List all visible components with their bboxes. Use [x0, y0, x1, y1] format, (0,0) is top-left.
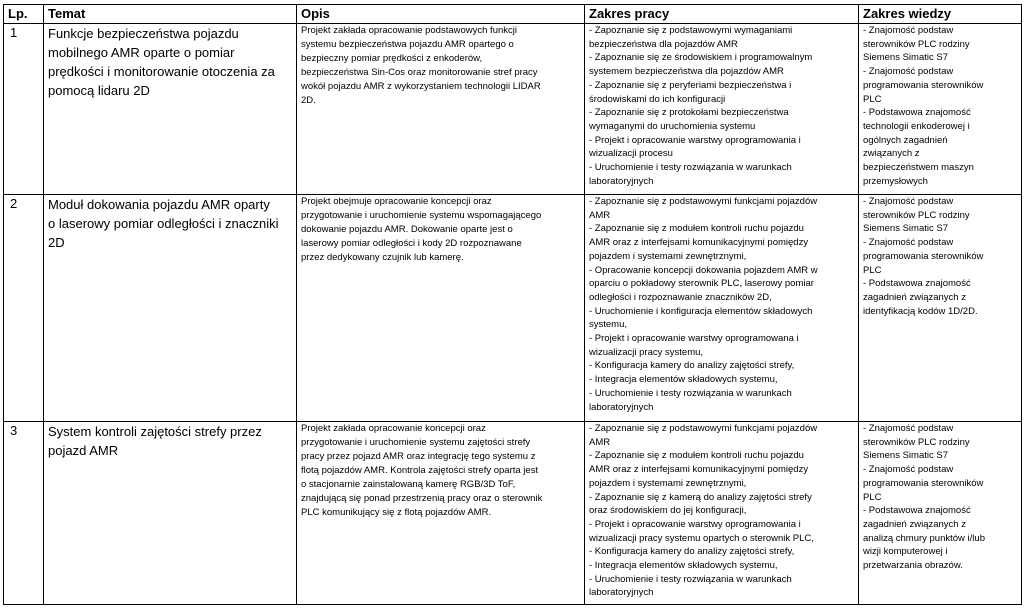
header-row [4, 5, 1022, 24]
cell-zakres-wiedzy-line: Siemens Simatic S7 [863, 223, 949, 235]
cell-temat-line: Funkcje bezpieczeństwa pojazdu [48, 26, 239, 41]
cell-zakres-pracy-line: - Zapoznanie się z peryferiami bezpieczeństwa i [589, 79, 792, 91]
cell-zakres-wiedzy-line: ogólnych zagadnień [863, 134, 948, 146]
cell-zakres-wiedzy-line: identyfikacją kodów 1D/2D. [863, 305, 978, 317]
cell-zakres-pracy-line: - Zapoznanie się z podstawowymi funkcjami pojazdów [589, 196, 818, 207]
cell-opis-line: systemu bezpieczeństwa pojazdu AMR opartego o [301, 39, 514, 50]
cell-opis-line: o stacjonarnie zainstalowaną kamerę RGB/3D ToF, [301, 479, 516, 490]
cell-opis-line: dokowanie pojazdu AMR. Dokowanie oparte jest o [301, 224, 513, 235]
cell-zakres-pracy-line: wymaganymi do uruchomienia systemu [589, 120, 756, 132]
cell-opis-line: PLC komunikujący się z flotą pojazdów AMR. [301, 507, 492, 518]
table-row [4, 422, 1022, 605]
cell-zakres-wiedzy-line: zagadnień związanych z [863, 518, 966, 530]
cell-zakres-pracy-line: systemem bezpieczeństwa dla pojazdów AMR [589, 66, 784, 78]
cell-zakres-wiedzy-line: wizji komputerowej i [863, 546, 948, 558]
cell-zakres-pracy-line: odległości i rozpoznawanie znaczników 2D, [589, 291, 772, 303]
cell-zakres-wiedzy-line: - Znajomość podstaw [863, 237, 954, 249]
cell-zakres-wiedzy-line: zagadnień związanych z [863, 291, 966, 303]
cell-zakres-wiedzy-line: PLC [863, 491, 882, 503]
cell-opis [297, 24, 585, 195]
cell-zakres-wiedzy [859, 24, 1022, 195]
cell-zakres-pracy-line: - Integracja elementów składowych systemu, [589, 374, 778, 386]
cell-zakres-wiedzy-line: - Znajomość podstaw [863, 423, 954, 434]
cell-zakres-pracy-line: - Uruchomienie i konfiguracja elementów składowych [589, 305, 813, 317]
cell-zakres-pracy-line: - Uruchomienie i testy rozwiązania w warunkach [589, 162, 792, 174]
cell-temat [44, 24, 297, 195]
cell-opis-line: laserowy pomiar odległości i kody 2D rozpoznawane [301, 238, 522, 249]
cell-zakres-wiedzy-line: Siemens Simatic S7 [863, 450, 949, 462]
cell-zakres-pracy-line: pojazdem i systemami zewnętrznymi, [589, 477, 747, 489]
cell-zakres-pracy-line: - Opracowanie koncepcji dokowania pojazdem AMR w [589, 264, 818, 276]
cell-zakres-pracy [585, 422, 859, 605]
cell-temat-line: pojazd AMR [48, 443, 119, 458]
cell-temat-line: System kontroli zajętości strefy przez [48, 424, 262, 439]
cell-zakres-pracy-line: - Zapoznanie się z podstawowymi funkcjami pojazdów [589, 423, 818, 434]
header-zakres-wiedzy: Zakres wiedzy [859, 5, 1022, 24]
cell-opis-line: przez dedykowany czujnik lub kamerę. [301, 252, 464, 263]
cell-opis [297, 422, 585, 605]
cell-opis-line: Projekt zakłada opracowanie koncepcji oraz [301, 423, 486, 434]
cell-zakres-wiedzy-line: sterowników PLC rodziny [863, 436, 970, 448]
cell-zakres-wiedzy-line: technologii enkoderowej i [863, 120, 970, 132]
cell-lp: 2 [4, 195, 44, 422]
cell-zakres-pracy-line: - Projekt i opracowanie warstwy oprogramowania i [589, 134, 801, 146]
cell-opis-line: bezpieczeństwa Sin-Cos oraz monitorowanie stref pracy [301, 67, 538, 78]
cell-zakres-pracy-line: wizualizacji pracy systemu, [589, 346, 704, 358]
cell-zakres-pracy-line: - Konfiguracja kamery do analizy zajętości strefy, [589, 360, 795, 372]
cell-zakres-wiedzy-line: przetwarzania obrazów. [863, 560, 963, 572]
cell-temat-line: mobilnego AMR oparte o pomiar [48, 45, 235, 60]
projects-table [3, 4, 1022, 605]
cell-opis-line: Projekt obejmuje opracowanie koncepcji oraz [301, 196, 492, 207]
cell-zakres-pracy-line: AMR [589, 436, 611, 448]
cell-zakres-wiedzy-line: - Podstawowa znajomość [863, 107, 971, 119]
cell-zakres-pracy-line: - Zapoznanie się ze środowiskiem i programowalnym [589, 52, 813, 64]
cell-zakres-wiedzy [859, 422, 1022, 605]
cell-lp: 3 [4, 422, 44, 605]
cell-zakres-pracy-line: - Projekt i opracowanie warstwy oprogramowania i [589, 518, 801, 530]
cell-zakres-wiedzy-line: - Znajomość podstaw [863, 196, 954, 207]
cell-zakres-wiedzy-line: związanych z [863, 148, 920, 160]
cell-temat-line: prędkości i monitorowanie otoczenia za [48, 64, 275, 79]
cell-zakres-wiedzy-line: sterowników PLC rodziny [863, 38, 970, 50]
cell-zakres-wiedzy-line: - Podstawowa znajomość [863, 505, 971, 517]
header-zakres-pracy: Zakres pracy [585, 5, 859, 24]
cell-zakres-pracy-line: - Konfiguracja kamery do analizy zajętości strefy, [589, 546, 795, 558]
cell-opis-line: przygotowanie i uruchomienie systemu zajętości strefy [301, 437, 531, 448]
cell-zakres-wiedzy-line: programowania sterowników [863, 477, 984, 489]
cell-zakres-pracy-line: pojazdem i systemami zewnętrznymi, [589, 250, 747, 262]
cell-zakres-wiedzy-line: PLC [863, 264, 882, 276]
cell-zakres-wiedzy-line: - Znajomość podstaw [863, 25, 954, 36]
cell-zakres-pracy-line: - Uruchomienie i testy rozwiązania w warunkach [589, 573, 792, 585]
cell-zakres-wiedzy-line: sterowników PLC rodziny [863, 209, 970, 221]
cell-opis-line: przygotowanie i uruchomienie systemu wspomagającego [301, 210, 542, 221]
cell-zakres-wiedzy-line: Siemens Simatic S7 [863, 52, 949, 64]
cell-zakres-pracy-line: wizualizacji procesu [589, 148, 673, 160]
cell-opis-line: pracy przez pojazd AMR oraz integrację tego systemu z [301, 451, 536, 462]
cell-zakres-pracy [585, 24, 859, 195]
cell-zakres-pracy-line: bezpieczeństwa dla pojazdów AMR [589, 38, 738, 50]
cell-opis-line: bezpieczny pomiar prędkości z enkoderów, [301, 53, 483, 64]
cell-zakres-pracy-line: wizualizacji pracy systemu opartych o sterownik PLC, [589, 532, 814, 544]
cell-opis-line: flotą pojazdów AMR. Kontrola zajętości strefy oparta jest [301, 465, 539, 476]
cell-zakres-pracy-line: AMR oraz z interfejsami komunikacyjnymi pomiędzy [589, 464, 809, 476]
cell-opis [297, 195, 585, 422]
cell-zakres-wiedzy-line: PLC [863, 93, 882, 105]
cell-zakres-pracy-line: AMR [589, 209, 611, 221]
table-row [4, 24, 1022, 195]
cell-zakres-pracy-line: - Projekt i opracowanie warstwy oprogramowana i [589, 333, 799, 345]
cell-lp: 1 [4, 24, 44, 195]
cell-zakres-pracy [585, 195, 859, 422]
cell-zakres-wiedzy-line: przemysłowych [863, 175, 928, 187]
cell-temat-line: 2D [48, 235, 65, 250]
cell-zakres-pracy-line: - Zapoznanie się z modułem kontroli ruchu pojazdu [589, 223, 804, 235]
cell-zakres-pracy-line: systemu, [589, 319, 628, 331]
cell-zakres-pracy-line: - Integracja elementów składowych systemu, [589, 560, 778, 572]
cell-opis-line: znajdującą się ponad przestrzenią pracy oraz o sterownik [301, 493, 543, 504]
cell-zakres-pracy-line: oraz środowiskiem do jej konfiguracji, [589, 505, 747, 517]
cell-zakres-pracy-line: laboratoryjnych [589, 587, 654, 599]
cell-zakres-pracy-line: - Zapoznanie się z kamerą do analizy zajętości strefy [589, 491, 812, 503]
cell-zakres-wiedzy-line: programowania sterowników [863, 250, 984, 262]
cell-zakres-pracy-line: - Zapoznanie się z podstawowymi wymaganiami [589, 25, 793, 36]
cell-zakres-wiedzy-line: analizą chmury punktów i/lub [863, 532, 985, 544]
cell-zakres-pracy-line: - Zapoznanie się z protokołami bezpieczeństwa [589, 107, 789, 119]
cell-zakres-pracy-line: środowiskami do ich konfiguracji [589, 93, 726, 105]
cell-zakres-pracy-line: - Zapoznanie się z modułem kontroli ruchu pojazdu [589, 450, 804, 462]
header-lp: Lp. [4, 5, 44, 24]
cell-opis-line: wokół pojazdu AMR z wykorzystaniem technologii LIDAR [301, 81, 541, 92]
cell-zakres-pracy-line: laboratoryjnych [589, 175, 654, 187]
cell-zakres-pracy-line: laboratoryjnych [589, 401, 654, 413]
cell-zakres-wiedzy [859, 195, 1022, 422]
cell-zakres-wiedzy-line: - Znajomość podstaw [863, 66, 954, 78]
cell-zakres-pracy-line: oparciu o pokładowy sterownik PLC, laserowy pomiar [589, 278, 814, 290]
table-row [4, 195, 1022, 422]
cell-temat-line: Moduł dokowania pojazdu AMR oparty [48, 197, 270, 212]
cell-temat [44, 422, 297, 605]
cell-temat [44, 195, 297, 422]
cell-opis-line: 2D. [301, 95, 316, 106]
cell-zakres-wiedzy-line: bezpieczeństwem maszyn [863, 162, 974, 174]
cell-temat-line: o laserowy pomiar odległości i znaczniki [48, 216, 279, 231]
cell-zakres-wiedzy-line: - Znajomość podstaw [863, 464, 954, 476]
header-temat: Temat [44, 5, 297, 24]
cell-zakres-wiedzy-line: - Podstawowa znajomość [863, 278, 971, 290]
cell-zakres-wiedzy-line: programowania sterowników [863, 79, 984, 91]
cell-opis-line: Projekt zakłada opracowanie podstawowych funkcji [301, 25, 517, 36]
cell-temat-line: pomocą lidaru 2D [48, 83, 150, 98]
cell-zakres-pracy-line: - Uruchomienie i testy rozwiązania w warunkach [589, 387, 792, 399]
header-opis: Opis [297, 5, 585, 24]
cell-zakres-pracy-line: AMR oraz z interfejsami komunikacyjnymi pomiędzy [589, 237, 809, 249]
